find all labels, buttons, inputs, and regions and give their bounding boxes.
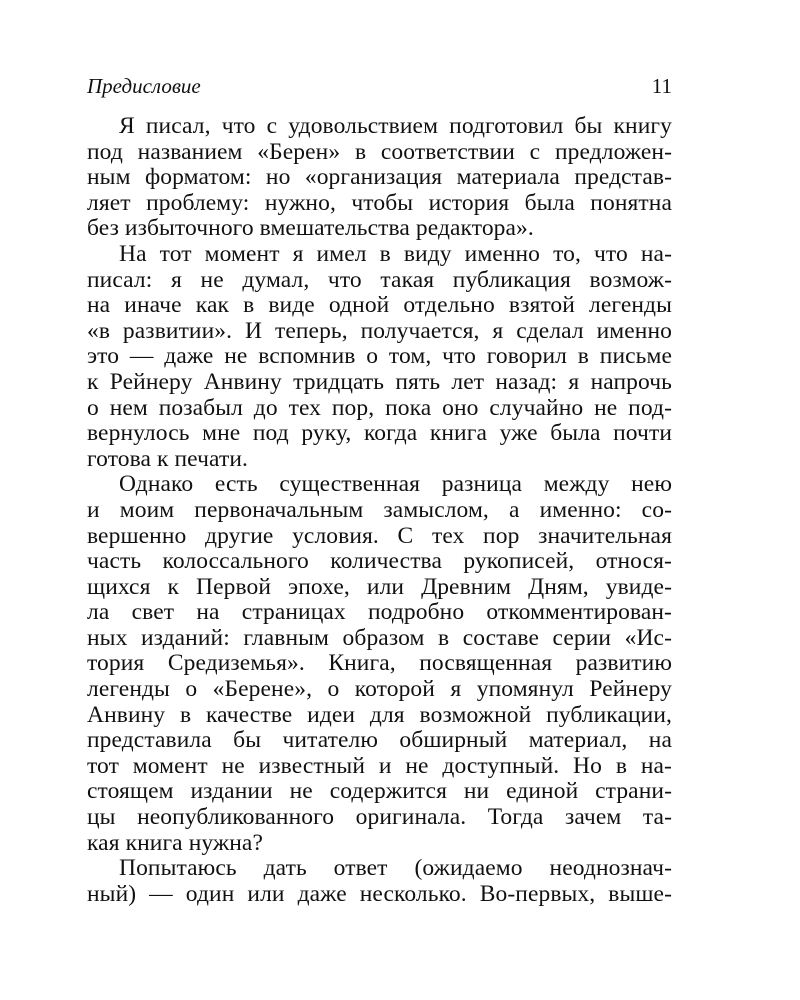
running-header bbox=[87, 72, 672, 102]
text-line: это — даже не вспомнив о том, что говорил в письме bbox=[87, 343, 672, 370]
paragraph-1 bbox=[87, 114, 672, 242]
text-line: стоящем издании не содержится ни единой страни- bbox=[87, 778, 672, 805]
text-line: под названием «Берен» в соответствии с предложен- bbox=[87, 138, 672, 165]
text-line: кая книга нужна? bbox=[87, 829, 263, 856]
text-line: ных изданий: главным образом в составе серии «Ис- bbox=[87, 624, 672, 651]
text-line: часть колоссального количества рукописей, относя- bbox=[87, 548, 672, 575]
paragraph-4 bbox=[87, 856, 672, 907]
text-line: тория Средиземья». Книга, посвященная развитию bbox=[87, 650, 672, 677]
text-line: ный) — один или даже несколько. Во-первых, выше- bbox=[87, 880, 672, 907]
text-line: на иначе как в виде одной отдельно взятой легенды bbox=[87, 292, 672, 319]
paragraph-2 bbox=[87, 242, 672, 472]
page-number: 11 bbox=[651, 74, 672, 98]
text-line: тот момент не известный и не доступный. Но в на- bbox=[87, 752, 672, 779]
text-line: ла свет на страницах подробно откомментирован- bbox=[87, 599, 672, 626]
running-header-title: Предисловие bbox=[87, 74, 201, 98]
text-line: легенды о «Берене», о которой я упомянул Рейнеру bbox=[87, 676, 672, 703]
text-line: к Рейнеру Анвину тридцать пять лет назад: я напрочь bbox=[87, 368, 672, 395]
text-line: готова к печати. bbox=[87, 445, 248, 472]
text-line: вернулось мне под руку, когда книга уже была почти bbox=[87, 420, 672, 447]
text-line: и моим первоначальным замыслом, а именно: со- bbox=[87, 496, 672, 523]
text-line: о нем позабыл до тех пор, пока оно случайно не под- bbox=[87, 394, 672, 421]
text-line: Анвину в качестве идеи для возможной публикации, bbox=[87, 701, 672, 728]
text-line: Однако есть существенная разница между нею bbox=[119, 471, 672, 498]
text-line: без избыточного вмешательства редактора». bbox=[87, 215, 534, 242]
text-line: Я писал, что с удовольствием подготовил бы книгу bbox=[119, 113, 672, 139]
text-line: вершенно другие условия. С тех пор значительная bbox=[87, 522, 672, 549]
text-line: На тот момент я имел в виду именно то, что на- bbox=[119, 240, 672, 267]
text-line: ляет проблему: нужно, чтобы история была понятна bbox=[87, 189, 672, 216]
paragraph-3 bbox=[87, 472, 672, 856]
text-line: представила бы читателю обширный материал, на bbox=[87, 727, 672, 754]
text-line: «в развитии». И теперь, получается, я сделал именно bbox=[87, 317, 672, 344]
body-text bbox=[87, 114, 672, 907]
text-line: цы неопубликованного оригинала. Тогда зачем та- bbox=[87, 804, 672, 831]
text-line: щихся к Первой эпохе, или Древним Дням, увиде- bbox=[87, 573, 672, 600]
text-line: Попытаюсь дать ответ (ожидаемо неоднознач- bbox=[119, 855, 672, 882]
text-line: писал: я не думал, что такая публикация возмож- bbox=[87, 266, 672, 293]
text-line: ным форматом: но «организация материала представ- bbox=[87, 164, 672, 191]
